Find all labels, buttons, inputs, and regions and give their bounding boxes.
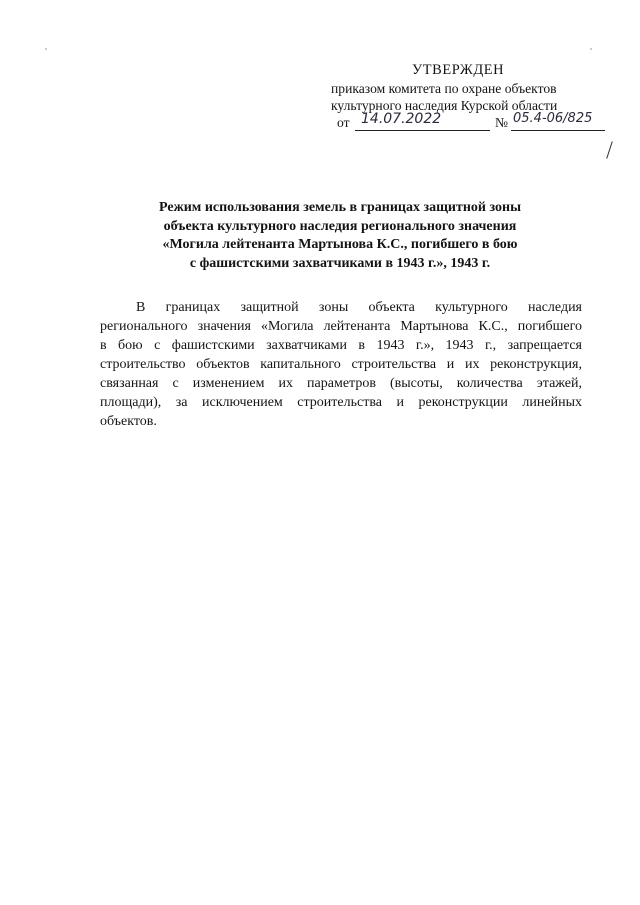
handwritten-date: 14.07.2022 bbox=[361, 111, 442, 127]
number-label: № bbox=[495, 115, 508, 130]
heading-line: «Могила лейтенанта Мартынова К.С., погибшего в бою bbox=[162, 237, 518, 252]
approval-title: УТВЕРЖДЕН bbox=[412, 62, 505, 78]
paragraph-line: объектов. bbox=[100, 414, 157, 429]
pen-stroke bbox=[606, 141, 613, 158]
handwritten-number: 05.4-06/825 bbox=[513, 111, 593, 126]
paragraph-line: регионального значения «Могила лейтенанта Мартынова К.С., погибшего bbox=[100, 319, 582, 334]
paragraph-line: В границах защитной зоны объекта культурного наследия bbox=[136, 300, 582, 315]
paragraph-line: в бою с фашистскими захватчиками в 1943 г.», 1943 г., запрещается bbox=[100, 338, 582, 353]
approval-order-line: приказом комитета по охране объектов bbox=[331, 81, 557, 96]
scan-speck bbox=[45, 48, 47, 50]
paragraph-line: связанная с изменением их параметров (высоты, количества этажей, bbox=[100, 376, 582, 391]
paragraph-line: строительство объектов капитального строительства и их реконструкция, bbox=[100, 357, 582, 372]
heading-line: Режим использования земель в границах защитной зоны bbox=[158, 200, 522, 215]
date-label: от bbox=[337, 115, 350, 130]
date-underline bbox=[355, 130, 490, 131]
document-heading bbox=[120, 199, 560, 273]
heading-line: объекта культурного наследия регионального значения bbox=[163, 218, 517, 234]
scan-speck bbox=[590, 48, 592, 50]
paragraph-line: площади), за исключением строительства и реконструкции линейных bbox=[100, 395, 582, 410]
approval-date-number-line bbox=[337, 111, 607, 135]
body-paragraph bbox=[100, 298, 582, 431]
approval-committee-line: культурного наследия Курской области bbox=[331, 98, 558, 113]
heading-line: с фашистскими захватчиками в 1943 г.», 1943 г. bbox=[189, 255, 491, 271]
number-underline bbox=[511, 130, 605, 131]
